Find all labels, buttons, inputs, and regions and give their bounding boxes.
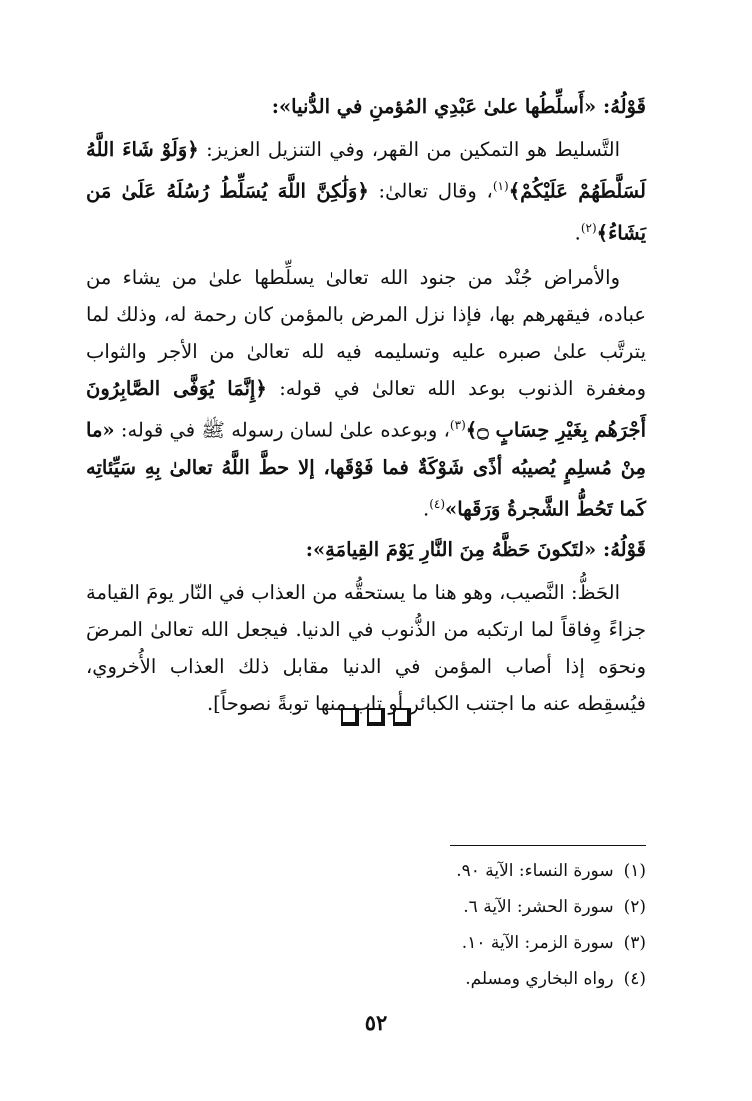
p2-footnote-ref-2: (٤)	[429, 496, 446, 511]
section-divider	[0, 708, 752, 730]
p1-quran-2: ﴿وَلَٰكِنَّ اللَّهَ يُسَلِّطُ رُسُلَهُ عَلَىٰ مَن يَشَاءُ﴾	[86, 179, 646, 244]
footnote-number: (٢)	[623, 897, 646, 917]
footnote-number: (٤)	[623, 969, 646, 989]
main-text	[86, 88, 646, 722]
p2-text-1: والأمراض جُنْد من جنود الله تعالىٰ يسلِّطها علىٰ من يشاء من عباده، فيقهرهم بها، فإذا نزل المرض بالمؤمن كان رحمة له، وذلك لما يترتَّب علىٰ صبره عليه وتسليمه فيه لله تعالىٰ من الأجر والثواب ومغفرة الذنوب بوعد الله تعالىٰ في قوله:	[86, 266, 647, 400]
footnote-text: رواه البخاري ومسلم.	[465, 969, 614, 989]
square-ornament-icon	[367, 708, 385, 726]
p1-footnote-ref-1: (١)	[492, 179, 509, 193]
p1-text-1: التَّسليط هو التمكين من القهر، وفي التنزيل العزيز:	[198, 138, 621, 161]
p2-hadith: «ما مِنْ مُسلِمٍ يُصيبُه أذًى شَوْكَةٌ فما فَوْقَها، إلا حطَّ اللَّهُ تعالىٰ بِهِ سَيِّئاتِه كَما تَحُطُّ الشَّجرةُ وَرَقَها»	[86, 418, 646, 520]
footnote-text: سورة النساء: الآية ٩٠.	[456, 861, 614, 881]
footnotes	[300, 853, 646, 997]
paragraph-1	[86, 131, 646, 251]
p1-text-3: .	[574, 221, 581, 244]
p2-text-3: .	[422, 497, 430, 520]
p1-footnote-ref-2: (٢)	[580, 220, 597, 235]
footnote-number: (٣)	[623, 933, 646, 953]
p1-text-2: ، وقال تعالىٰ:	[368, 179, 493, 203]
footnote-text: سورة الزمر: الآية ١٠.	[461, 933, 614, 953]
page-number: ٥٢	[364, 1010, 388, 1035]
footnote-item	[300, 889, 646, 925]
p2-text-2: ، وبوعده علىٰ لسان رسوله ﷺ في قوله:	[114, 418, 450, 442]
footnote-separator	[450, 845, 646, 846]
footnote-item	[300, 853, 646, 889]
p2-footnote-ref-1: (٣)	[449, 418, 466, 432]
footnote-number: (١)	[623, 861, 646, 881]
footnote-item	[300, 961, 646, 997]
footnote-item	[300, 925, 646, 961]
paragraph-2	[86, 259, 646, 527]
paragraph-3: الحَظُّ: النَّصيب، وهو هنا ما يستحقُّه من العذاب في النّار يومَ القيامة جزاءً وِفاقاً لما ارتكبه من الذُّنوب في الدنيا. فيجعل الله تعالىٰ المرضَ ونحوَه إذا أصاب المؤمن في الدنيا مقابل ذلك العذاب الأُخروي، فيُسقِطه عنه ما اجتنب الكبائر أو تاب منها توبةً نصوحاً].	[86, 581, 646, 715]
p2-quran-1: ﴿إِنَّمَا يُوَفَّى الصَّابِرُونَ أَجْرَهُم بِغَيْرِ حِسَابٍ ۝﴾	[86, 377, 647, 442]
footnote-text: سورة الحشر: الآية ٦.	[463, 897, 614, 917]
p1-quran-1: ﴿وَلَوْ شَاءَ اللَّهُ لَسَلَّطَهُمْ عَلَيْكُمْ﴾	[86, 138, 646, 203]
heading-2: قَوْلُهُ: «لتَكونَ حَظَّهُ مِنَ النَّارِ يَوْمَ القِيامَةِ»:	[305, 538, 646, 561]
square-ornament-icon	[393, 708, 411, 726]
heading-1: قَوْلُهُ: «أَسلِّطُها علىٰ عَبْدِي المُؤمنِ في الدُّنيا»:	[271, 95, 646, 118]
square-ornament-icon	[341, 708, 359, 726]
